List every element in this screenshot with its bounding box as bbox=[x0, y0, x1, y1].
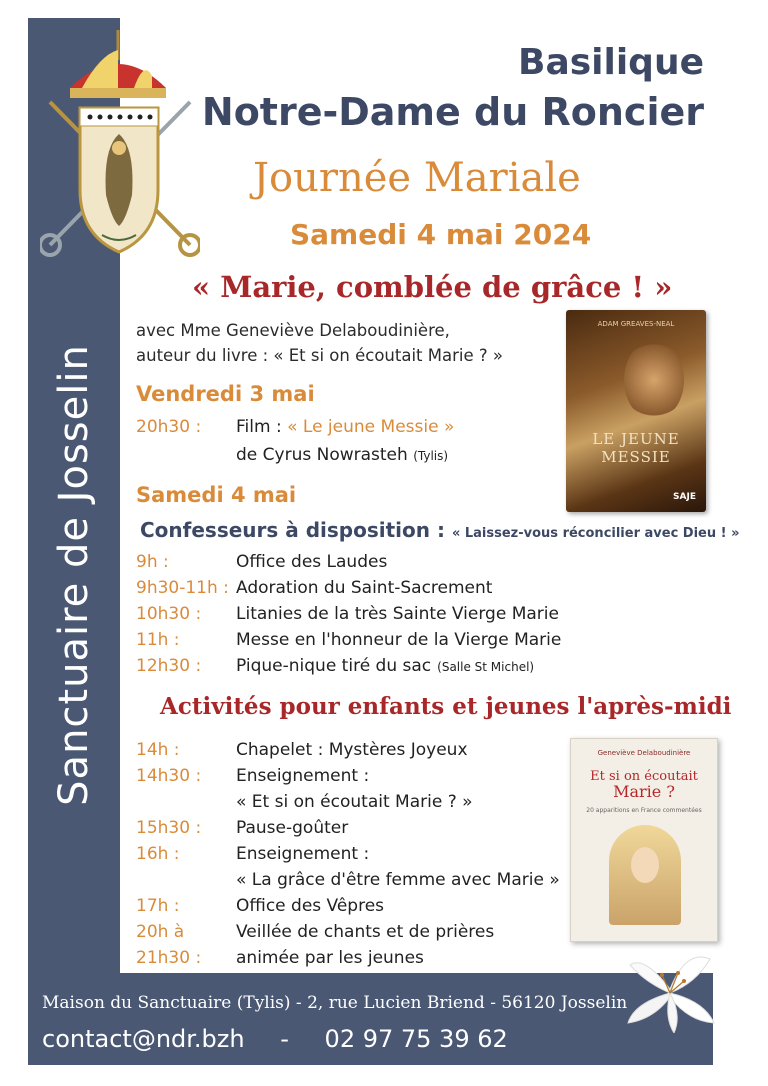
schedule-activity bbox=[236, 792, 473, 812]
schedule-activity-text: Veillée de chants et de prières bbox=[236, 922, 495, 942]
schedule-activity-text: Litanies de la très Sainte Vierge Marie bbox=[236, 604, 559, 624]
schedule-activity-text: « La grâce d'être femme avec Marie » bbox=[236, 870, 560, 890]
film-label: Film : bbox=[236, 417, 288, 437]
confessors-note: « Laissez-vous réconcilier avec Dieu ! » bbox=[451, 526, 740, 541]
schedule-activity-text: Pique-nique tiré du sac bbox=[236, 656, 432, 676]
event-date: Samedi 4 mai 2024 bbox=[290, 218, 592, 251]
schedule-activity bbox=[236, 870, 560, 890]
film-title: « Le jeune Messie » bbox=[287, 417, 455, 437]
schedule-activity-text: Enseignement : bbox=[236, 844, 370, 864]
schedule-activity bbox=[236, 552, 387, 572]
event-theme: « Marie, comblée de grâce ! » bbox=[192, 270, 673, 304]
schedule-activity-text: Messe en l'honneur de la Vierge Marie bbox=[236, 630, 562, 650]
schedule-activity-text: Office des Laudes bbox=[236, 552, 388, 572]
book-line: auteur du livre : « Et si on écoutait Marie ? » bbox=[136, 346, 503, 365]
book-title-line: Et si on écoutait bbox=[590, 769, 698, 784]
schedule-activity bbox=[236, 740, 468, 760]
dvd-actors: ADAM GREAVES-NEAL bbox=[597, 320, 675, 328]
schedule-activity-text: « Et si on écoutait Marie ? » bbox=[236, 792, 473, 812]
schedule-activity bbox=[236, 766, 369, 786]
schedule-activity bbox=[236, 896, 384, 916]
book-madonna-image bbox=[609, 825, 681, 925]
schedule-time: 15h30 : bbox=[136, 818, 202, 838]
schedule-time: 20h à bbox=[136, 922, 185, 942]
schedule-time: 9h30-11h : bbox=[136, 578, 229, 598]
book-title-line: Marie ? bbox=[613, 782, 675, 801]
schedule-time: 14h : bbox=[136, 740, 180, 760]
footer-contact bbox=[42, 1025, 508, 1053]
contact-separator: - bbox=[280, 1025, 289, 1053]
confessors-label: Confesseurs à disposition : bbox=[140, 518, 445, 542]
schedule-time: 21h30 : bbox=[136, 948, 202, 968]
schedule-activity-text: Office des Vêpres bbox=[236, 896, 385, 916]
film-director: de Cyrus Nowrasteh bbox=[236, 445, 408, 465]
schedule-activity bbox=[236, 445, 448, 465]
schedule-activity bbox=[236, 630, 561, 650]
schedule-time: 16h : bbox=[136, 844, 180, 864]
dvd-cover-image bbox=[566, 310, 706, 512]
schedule-activity bbox=[236, 818, 348, 838]
dvd-portrait bbox=[624, 340, 684, 420]
schedule-activity bbox=[236, 948, 424, 968]
schedule-activity-text: Adoration du Saint-Sacrement bbox=[236, 578, 493, 598]
saturday-heading: Samedi 4 mai bbox=[136, 483, 297, 507]
footer-band bbox=[28, 973, 713, 1065]
speaker-line: avec Mme Geneviève Delaboudinière, bbox=[136, 321, 450, 340]
schedule-time: 20h30 : bbox=[136, 417, 202, 437]
event-title: Journée Mariale bbox=[253, 155, 581, 201]
schedule-time: 10h30 : bbox=[136, 604, 202, 624]
lily-flower-icon bbox=[624, 945, 716, 1033]
schedule-time: 9h : bbox=[136, 552, 169, 572]
basilica-title: Basilique bbox=[518, 42, 704, 83]
book-title bbox=[571, 769, 717, 801]
schedule-activity bbox=[236, 417, 454, 437]
schedule-activity bbox=[236, 578, 492, 598]
basilica-name: Notre-Dame du Roncier bbox=[201, 90, 704, 134]
schedule-activity bbox=[236, 922, 494, 942]
schedule-activity-text: Chapelet : Mystères Joyeux bbox=[236, 740, 468, 760]
schedule-time: 14h30 : bbox=[136, 766, 202, 786]
schedule-activity-text: Enseignement : bbox=[236, 766, 370, 786]
footer-address: Maison du Sanctuaire (Tylis) - 2, rue Lucien Briend - 56120 Josselin bbox=[42, 993, 628, 1013]
speaker-intro bbox=[136, 318, 503, 368]
schedule-activity bbox=[236, 844, 369, 864]
sidebar-title: Sanctuaire de Josselin bbox=[51, 344, 97, 806]
schedule-time: 11h : bbox=[136, 630, 180, 650]
schedule-activity-text: Pause-goûter bbox=[236, 818, 349, 838]
schedule-activity bbox=[236, 604, 559, 624]
confessors-line bbox=[140, 518, 740, 542]
dvd-logo: SAJE bbox=[673, 492, 696, 502]
book-face bbox=[631, 847, 659, 883]
schedule-activity-text: animée par les jeunes bbox=[236, 948, 424, 968]
schedule-activity bbox=[236, 656, 534, 676]
dvd-title: LE JEUNE MESSIE bbox=[592, 430, 680, 466]
schedule-time: 17h : bbox=[136, 896, 180, 916]
schedule-time: 12h30 : bbox=[136, 656, 202, 676]
activities-heading: Activités pour enfants et jeunes l'après-midi bbox=[160, 693, 732, 720]
book-cover-image bbox=[570, 738, 718, 942]
friday-heading: Vendredi 3 mai bbox=[136, 382, 315, 406]
schedule-note: (Salle St Michel) bbox=[437, 660, 535, 674]
contact-phone[interactable]: 02 97 75 39 62 bbox=[324, 1025, 508, 1053]
contact-email[interactable]: contact@ndr.bzh bbox=[42, 1025, 245, 1053]
book-author: Geneviève Delaboudinière bbox=[597, 749, 691, 757]
film-note: (Tylis) bbox=[413, 449, 449, 463]
book-subtitle: 20 apparitions en France commentées bbox=[586, 807, 702, 814]
basilica-crest-icon bbox=[40, 30, 200, 270]
